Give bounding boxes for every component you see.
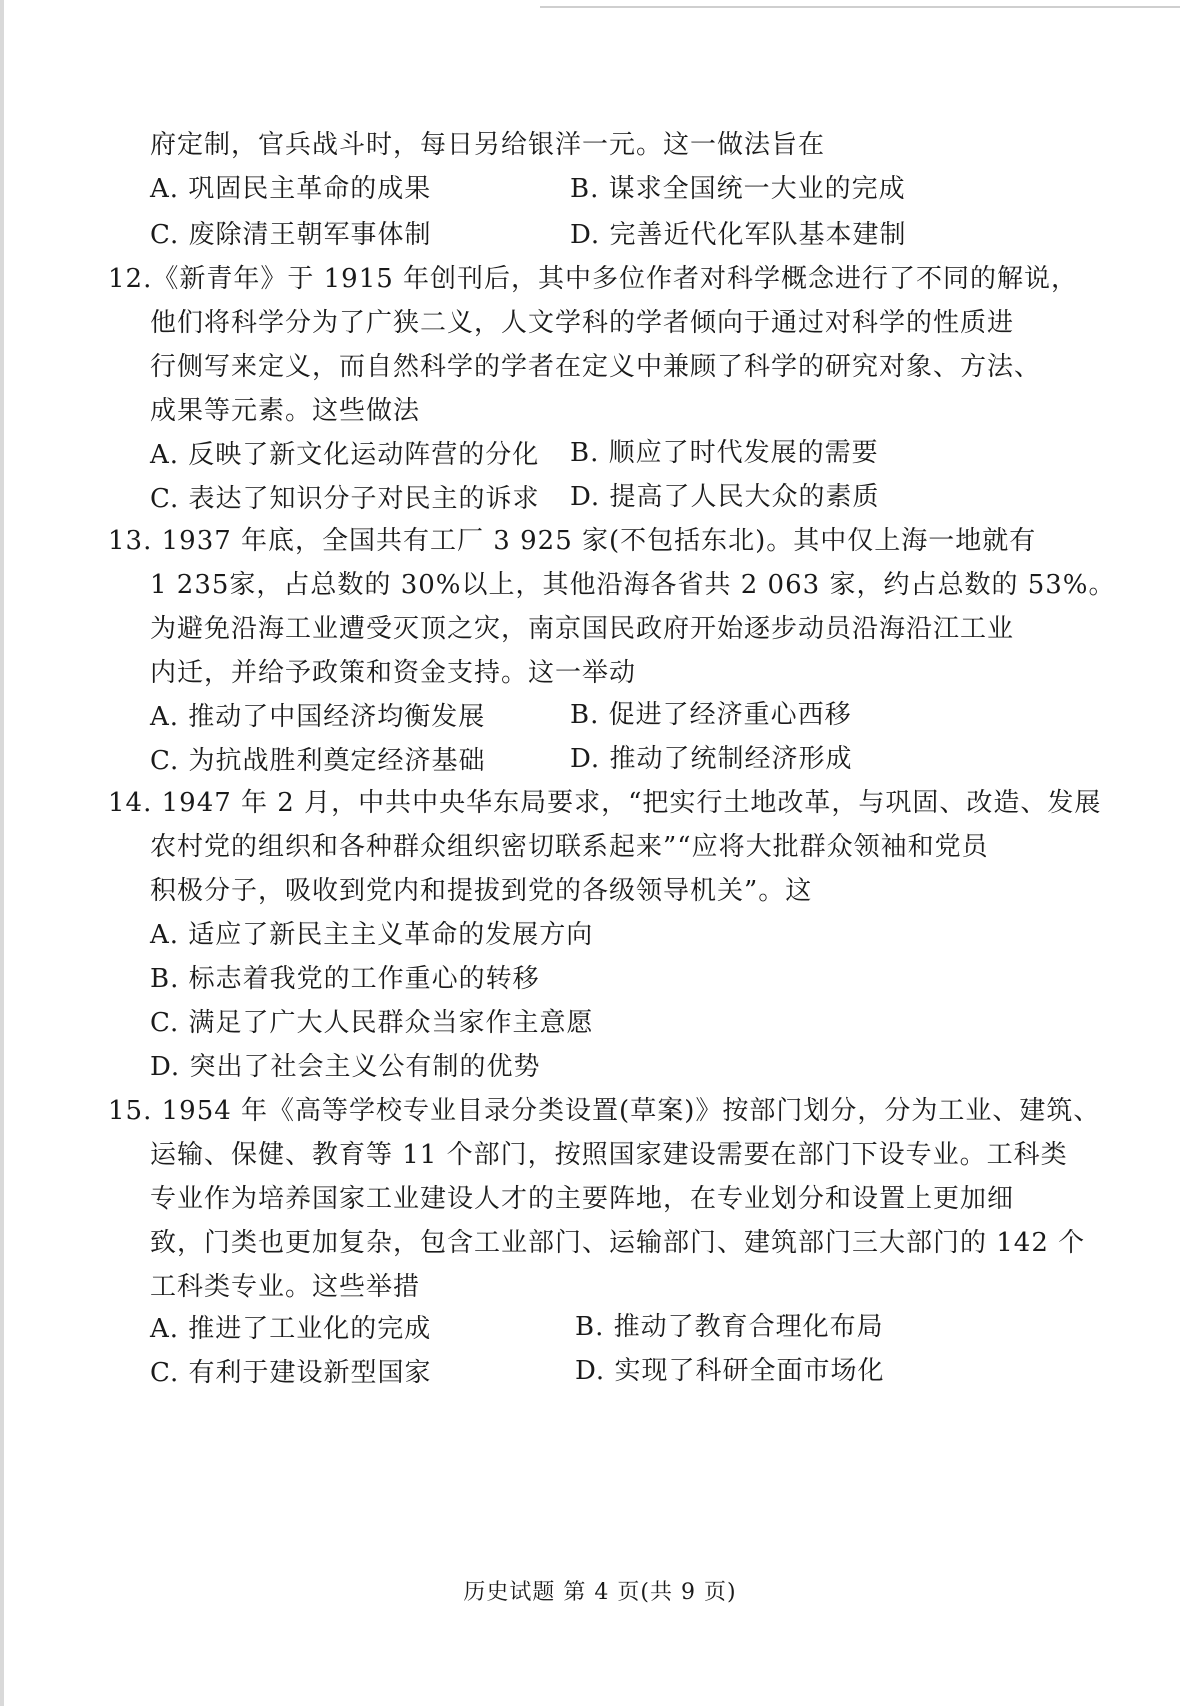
q14-stem-line: 积极分子，吸收到党内和提拔到党的各级领导机关”。这 <box>150 876 813 906</box>
q13-stem-line: 1 235家，占总数的 30%以上，其他沿海各省共 2 063 家，约占总数的 53%。 <box>150 570 1116 600</box>
q11-option-a: A. 巩固民主革命的成果 <box>150 174 432 204</box>
q15-stem-line: 运输、保健、教育等 11 个部门，按照国家建设需要在部门下设专业。工科类 <box>150 1140 1068 1170</box>
q14-stem-line: 农村党的组织和各种群众组织密切联系起来”“应将大批群众领袖和党员 <box>150 832 989 862</box>
scan-edge <box>0 0 4 1706</box>
q13-option-a: A. 推动了中国经济均衡发展 <box>150 702 486 732</box>
q14-option-b: B. 标志着我党的工作重心的转移 <box>150 964 540 994</box>
q11-stem-line: 府定制，官兵战斗时，每日另给银洋一元。这一做法旨在 <box>150 130 826 160</box>
q13-option-d: D. 推动了统制经济形成 <box>570 744 853 774</box>
q12-stem-line: 他们将科学分为了广狭二义，人文学科的学者倾向于通过对科学的性质进 <box>150 308 1015 338</box>
scan-top-line <box>540 6 1180 8</box>
q12-option-b: B. 顺应了时代发展的需要 <box>570 438 879 468</box>
q15-option-a: A. 推进了工业化的完成 <box>150 1314 432 1344</box>
page-footer: 历史试题 第 4 页(共 9 页) <box>463 1580 737 1605</box>
q13-stem-line: 13. 1937 年底，全国共有工厂 3 925 家(不包括东北)。其中仅上海一地就有 <box>108 526 1037 556</box>
q14-option-c: C. 满足了广大人民群众当家作主意愿 <box>150 1008 594 1038</box>
q12-option-a: A. 反映了新文化运动阵营的分化 <box>150 440 540 470</box>
q14-stem-line: 14. 1947 年 2 月，中共中央华东局要求，“把实行土地改革，与巩固、改造、发展 <box>108 788 1102 818</box>
q14-option-a: A. 适应了新民主主义革命的发展方向 <box>150 920 594 950</box>
q11-option-b: B. 谋求全国统一大业的完成 <box>570 174 906 204</box>
q15-stem-line: 致，门类也更加复杂，包含工业部门、运输部门、建筑部门三大部门的 142 个 <box>150 1228 1086 1258</box>
q15-option-d: D. 实现了科研全面市场化 <box>575 1356 885 1386</box>
q13-option-b: B. 促进了经济重心西移 <box>570 700 852 730</box>
q14-option-d: D. 突出了社会主义公有制的优势 <box>150 1052 541 1082</box>
q13-stem-line: 为避免沿海工业遭受灭顶之灾，南京国民政府开始逐步动员沿海沿江工业 <box>150 614 1015 644</box>
q15-stem-line: 15. 1954 年《高等学校专业目录分类设置(草案)》按部门划分，分为工业、建筑、 <box>108 1096 1101 1126</box>
q12-stem-line: 成果等元素。这些做法 <box>150 396 421 426</box>
q12-option-c: C. 表达了知识分子对民主的诉求 <box>150 484 540 514</box>
q15-option-b: B. 推动了教育合理化布局 <box>575 1312 884 1342</box>
q13-option-c: C. 为抗战胜利奠定经济基础 <box>150 746 486 776</box>
q13-stem-line: 内迁，并给予政策和资金支持。这一举动 <box>150 658 637 688</box>
q15-stem-line: 工科类专业。这些举措 <box>150 1272 421 1302</box>
q11-option-d: D. 完善近代化军队基本建制 <box>570 220 907 250</box>
q11-option-c: C. 废除清王朝军事体制 <box>150 220 432 250</box>
q15-option-c: C. 有利于建设新型国家 <box>150 1358 432 1388</box>
q12-stem-line: 12.《新青年》于 1915 年创刊后，其中多位作者对科学概念进行了不同的解说， <box>108 264 1079 294</box>
q15-stem-line: 专业作为培养国家工业建设人才的主要阵地，在专业划分和设置上更加细 <box>150 1184 1015 1214</box>
q12-stem-line: 行侧写来定义，而自然科学的学者在定义中兼顾了科学的研究对象、方法、 <box>150 352 1042 382</box>
q12-option-d: D. 提高了人民大众的素质 <box>570 482 880 512</box>
